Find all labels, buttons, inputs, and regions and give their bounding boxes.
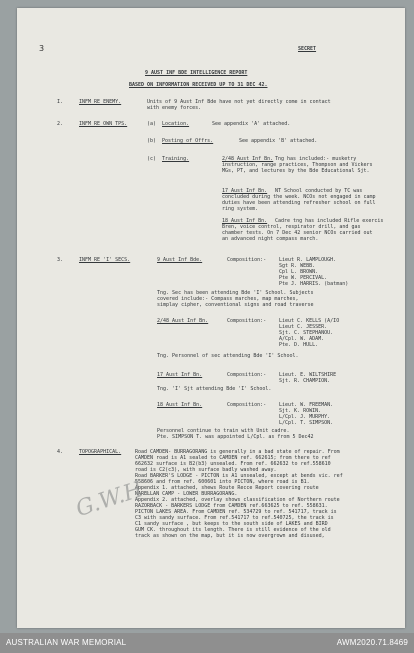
composition-label: Composition:- (227, 372, 267, 378)
training-line: Bren, voice control, respirator drill, and gas (222, 224, 361, 230)
training-line: covered include:- Compass marches, map marches, (157, 296, 299, 302)
section-1-heading: INFM RE ENEMY. (79, 99, 122, 105)
section-1-line: Units of 9 Aust Inf Bde have not yet directly come in contact (147, 99, 331, 105)
training-line: an advanced night compass march. (222, 236, 319, 242)
composition-label: Composition:- (227, 318, 267, 324)
topo-line: C1 sandy surface , but keeps to the south side of LAKES and BIRD (135, 521, 328, 527)
section-2-number: 2. (57, 121, 64, 127)
subsection-c-heading: Training. (162, 156, 190, 162)
composition-label: Composition:- (227, 257, 267, 263)
report-subtitle: BASED ON INFORMATION RECEIVED UP TO 31 DEC 42. (129, 82, 268, 88)
personnel-line: Sjt. R. CHAMPION. (279, 378, 331, 384)
topo-line: PICTON LAKES AREA. From CAMDEN ref. 534729 to ref. 541717, track is (135, 509, 337, 515)
topo-line: 558606 and from ref. 600601 into PICTON, where road is B1. (135, 479, 310, 485)
report-title: 9 AUST INF BDE INTELLIGENCE REPORT (145, 70, 248, 76)
section-4-heading: TOPOGRAPHICAL. (79, 449, 122, 455)
personnel-line: L/Cpl. T. SIMPSON. (279, 420, 334, 426)
corner-mark: 3 (39, 44, 45, 53)
subsection-a-heading: Location. (162, 121, 190, 127)
personnel-line: Lieut. W. FREEMAN. (279, 402, 334, 408)
pencil-annotation: G.W.H. (72, 474, 153, 523)
topo-line: Road BARKER'S LODGE - PICTON is A1 unsealed, except at bends vic. ref (135, 473, 343, 479)
topo-line: 662632 surface is B2(b3) unsealed. From ref. 662632 to ref.558610 (135, 461, 331, 467)
subsection-b-label: (b) (147, 138, 157, 144)
topo-line: road is C2(c3), with surface badly washed away. (135, 467, 277, 473)
section-1-number: I. (57, 99, 64, 105)
section-2-heading: INFM RE OWN TPS. (79, 121, 128, 127)
subsection-a-label: (a) (147, 121, 157, 127)
document-page (17, 8, 405, 628)
training-line: simplay cipher, conventional signs and road traverse (157, 302, 314, 308)
personnel-line: Pte J. HARRIS. (batman) (279, 281, 349, 287)
topo-line: Appendix 1. attached, shews Route Recce Report covering route (135, 485, 319, 491)
topo-line: RAZORBACK - BARKERS LODGE from CAMDEN ref.663625 to ref. 558631. (135, 503, 328, 509)
section-3-heading: INFM RE 'I' SECS. (79, 257, 131, 263)
subsection-c-label: (c) (147, 156, 157, 162)
training-line: MGs, PT, and lectures by the Bde Educational Sjt. (222, 168, 370, 174)
bn48-unit-heading: 2/48 Aust Inf Bn. (157, 318, 209, 324)
section-3-number: 3. (57, 257, 64, 263)
section-1-line: with enemy forces. (147, 105, 202, 111)
training-line: Tng has included:- musketry (275, 156, 357, 162)
training-line: duties have been attending refresher school on full (222, 200, 376, 206)
composition-label: Composition:- (227, 402, 267, 408)
training-line: Tng. Personnel of sec attending Bde 'I' School. (157, 353, 299, 359)
personnel-line: Pte W. PERCIVAL. (279, 275, 328, 281)
bde-unit-heading: 9 Aust Inf Bde. (157, 257, 203, 263)
topo-line: Road CAMDEN- BURRAGORANG is generally in a bad state of repair. From (135, 449, 340, 455)
personnel-line: Sgt R. WEBB. (279, 263, 316, 269)
training-line: Pte. SIMPSON T. was appointed L/Cpl. as from 5 Dec42 (157, 434, 314, 440)
training-line: Tng. Sec has been attending Bde 'I' School. Subjects (157, 290, 314, 296)
personnel-line: L/Cpl. J. MURPHY. (279, 414, 331, 420)
personnel-line: Lieut C. JESSER. (279, 324, 328, 330)
training-line: ring system. (222, 206, 259, 212)
footer-bar (0, 633, 414, 653)
training-line: NT School conducted by TC was (275, 188, 363, 194)
personnel-line: Lieut R. LAMPLOUGH. (279, 257, 337, 263)
training-unit-heading: 2/48 Aust Inf Bn. (222, 156, 274, 162)
bn17-unit-heading: 17 Aust Inf Bn. (157, 372, 203, 378)
topo-line: C3 with sandy surface. From ref.541717 to ref.540725, the track is (135, 515, 334, 521)
personnel-line: Pte. D. HULL. (279, 342, 319, 348)
training-line: instruction, range practices, Thompson and Vickers (222, 162, 373, 168)
training-unit-heading: 17 Aust Inf Bn. (222, 188, 268, 194)
subsection-a-text: See appendix 'A' attached. (212, 121, 291, 127)
topo-line: NARELLAN CAMP - LOWER BURRAGORANG. (135, 491, 238, 497)
section-4-number: 4. (57, 449, 64, 455)
personnel-line: Cpl L. BROWN. (279, 269, 319, 275)
personnel-line: Sjt. C. STEPHANOU. (279, 330, 334, 336)
training-line: Personnel continue to train with Unit cadre. (157, 428, 290, 434)
topo-line: CAMDEN road is A1 sealed to CAMDEN ref. 662615; from there to ref (135, 455, 331, 461)
secret-classification: SECRET (298, 46, 317, 52)
bn18-unit-heading: 18 Aust Inf Bn. (157, 402, 203, 408)
training-line: chamber tests. On 7 Dec 42 senior NCOs carried out (222, 230, 373, 236)
footer-source: AUSTRALIAN WAR MEMORIAL (6, 638, 127, 647)
topo-line: GUM CK. throughout its length. There is still evidence of the old (135, 527, 331, 533)
subsection-b-text: See appendix 'B' attached. (239, 138, 318, 144)
topo-line: track as shown on the map, but it is now overgrown and disused, (135, 533, 325, 539)
training-unit-heading: 18 Aust Inf Bn. (222, 218, 268, 224)
training-line: Tng. 'I' Sjt attending Bde 'I' School. (157, 386, 272, 392)
training-line: concluded during the week. NCOs not engaged in camp (222, 194, 376, 200)
personnel-line: Lieut C. KELLS (A/IO (279, 318, 340, 324)
footer-accession-number: AWM2020.71.8469 (336, 638, 408, 647)
training-line: Cadre tng has included Rifle exercis (275, 218, 384, 224)
personnel-line: A/Cpl. W. ADAM. (279, 336, 325, 342)
personnel-line: Sjt. K. ROWIN. (279, 408, 322, 414)
personnel-line: Lieut. E. WILTSHIRE (279, 372, 337, 378)
subsection-b-heading: Posting of Offrs. (162, 138, 214, 144)
topo-line: Appendix 2. attached, overlay shows classification of Northern route (135, 497, 340, 503)
